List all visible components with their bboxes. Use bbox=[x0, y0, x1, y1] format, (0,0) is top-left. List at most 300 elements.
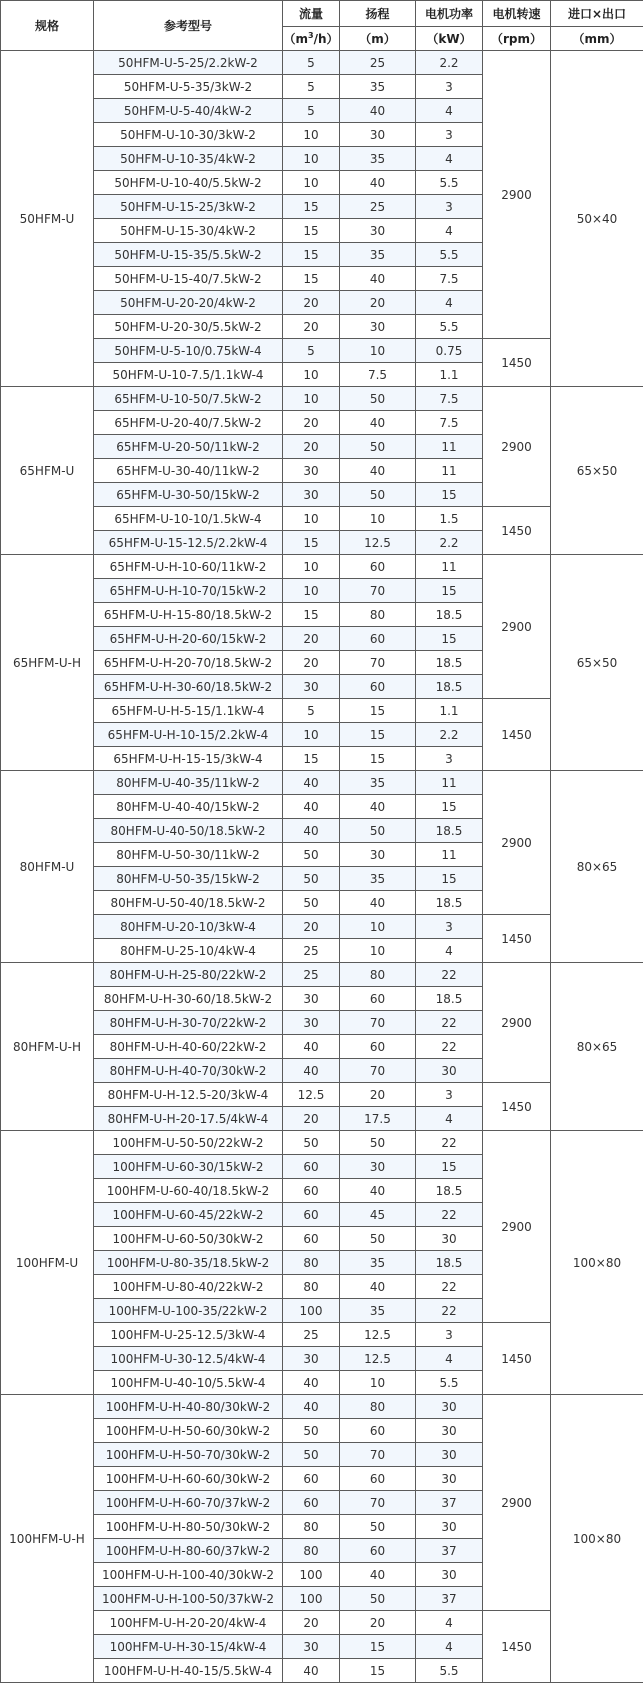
table-body bbox=[1, 51, 643, 1683]
power-cell: 3 bbox=[416, 915, 483, 939]
head-cell: 17.5 bbox=[340, 1107, 416, 1131]
port-cell: 100×80 bbox=[551, 1395, 643, 1683]
power-cell: 2.2 bbox=[416, 531, 483, 555]
series-cell: 50HFM-U bbox=[1, 51, 94, 387]
model-cell: 80HFM-U-H-12.5-20/3kW-4 bbox=[94, 1083, 283, 1107]
flow-cell: 25 bbox=[283, 1323, 340, 1347]
flow-unit-pre: （m bbox=[283, 32, 308, 46]
power-cell: 30 bbox=[416, 1467, 483, 1491]
model-cell: 50HFM-U-20-30/5.5kW-2 bbox=[94, 315, 283, 339]
model-cell: 80HFM-U-25-10/4kW-4 bbox=[94, 939, 283, 963]
port-cell: 80×65 bbox=[551, 963, 643, 1131]
power-cell: 0.75 bbox=[416, 339, 483, 363]
model-cell: 80HFM-U-H-25-80/22kW-2 bbox=[94, 963, 283, 987]
port-cell: 50×40 bbox=[551, 51, 643, 387]
power-cell: 4 bbox=[416, 939, 483, 963]
head-cell: 50 bbox=[340, 1587, 416, 1611]
speed-cell: 2900 bbox=[483, 51, 551, 339]
power-cell: 3 bbox=[416, 195, 483, 219]
power-cell: 2.2 bbox=[416, 723, 483, 747]
power-cell: 5.5 bbox=[416, 243, 483, 267]
model-cell: 100HFM-U-H-40-80/30kW-2 bbox=[94, 1395, 283, 1419]
series-cell: 65HFM-U bbox=[1, 387, 94, 555]
head-cell: 35 bbox=[340, 243, 416, 267]
power-cell: 1.1 bbox=[416, 363, 483, 387]
head-cell: 12.5 bbox=[340, 1323, 416, 1347]
model-cell: 100HFM-U-60-50/30kW-2 bbox=[94, 1227, 283, 1251]
model-cell: 80HFM-U-50-40/18.5kW-2 bbox=[94, 891, 283, 915]
speed-cell: 1450 bbox=[483, 339, 551, 387]
flow-cell: 5 bbox=[283, 699, 340, 723]
model-cell: 50HFM-U-10-30/3kW-2 bbox=[94, 123, 283, 147]
head-cell: 15 bbox=[340, 1659, 416, 1683]
head-cell: 80 bbox=[340, 1395, 416, 1419]
speed-cell: 2900 bbox=[483, 1395, 551, 1611]
series-cell: 100HFM-U bbox=[1, 1131, 94, 1395]
head-cell: 40 bbox=[340, 795, 416, 819]
speed-cell: 2900 bbox=[483, 1131, 551, 1323]
power-cell: 1.1 bbox=[416, 699, 483, 723]
speed-cell: 1450 bbox=[483, 1611, 551, 1683]
head-cell: 35 bbox=[340, 1251, 416, 1275]
power-cell: 37 bbox=[416, 1587, 483, 1611]
model-cell: 100HFM-U-H-100-40/30kW-2 bbox=[94, 1563, 283, 1587]
header-speed-unit: （rpm） bbox=[483, 27, 551, 51]
power-cell: 37 bbox=[416, 1491, 483, 1515]
power-cell: 30 bbox=[416, 1059, 483, 1083]
flow-cell: 80 bbox=[283, 1251, 340, 1275]
head-cell: 45 bbox=[340, 1203, 416, 1227]
model-cell: 50HFM-U-20-20/4kW-2 bbox=[94, 291, 283, 315]
head-cell: 12.5 bbox=[340, 1347, 416, 1371]
flow-cell: 60 bbox=[283, 1491, 340, 1515]
power-cell: 7.5 bbox=[416, 411, 483, 435]
flow-cell: 10 bbox=[283, 147, 340, 171]
head-cell: 60 bbox=[340, 987, 416, 1011]
power-cell: 30 bbox=[416, 1227, 483, 1251]
port-cell: 80×65 bbox=[551, 771, 643, 963]
head-cell: 40 bbox=[340, 267, 416, 291]
flow-cell: 60 bbox=[283, 1467, 340, 1491]
flow-cell: 60 bbox=[283, 1227, 340, 1251]
model-cell: 65HFM-U-10-10/1.5kW-4 bbox=[94, 507, 283, 531]
table-row bbox=[1, 339, 643, 363]
model-cell: 65HFM-U-10-50/7.5kW-2 bbox=[94, 387, 283, 411]
model-cell: 50HFM-U-5-25/2.2kW-2 bbox=[94, 51, 283, 75]
model-cell: 80HFM-U-40-50/18.5kW-2 bbox=[94, 819, 283, 843]
flow-cell: 40 bbox=[283, 1371, 340, 1395]
port-cell: 100×80 bbox=[551, 1131, 643, 1395]
model-cell: 65HFM-U-H-10-70/15kW-2 bbox=[94, 579, 283, 603]
model-cell: 80HFM-U-H-40-70/30kW-2 bbox=[94, 1059, 283, 1083]
table-row bbox=[1, 1395, 643, 1419]
model-cell: 80HFM-U-40-35/11kW-2 bbox=[94, 771, 283, 795]
model-cell: 100HFM-U-H-80-50/30kW-2 bbox=[94, 1515, 283, 1539]
head-cell: 60 bbox=[340, 1419, 416, 1443]
header-power: 电机功率 bbox=[416, 1, 483, 27]
flow-cell: 20 bbox=[283, 627, 340, 651]
model-cell: 100HFM-U-25-12.5/3kW-4 bbox=[94, 1323, 283, 1347]
model-cell: 80HFM-U-20-10/3kW-4 bbox=[94, 915, 283, 939]
flow-cell: 50 bbox=[283, 1419, 340, 1443]
flow-cell: 10 bbox=[283, 171, 340, 195]
model-cell: 50HFM-U-10-7.5/1.1kW-4 bbox=[94, 363, 283, 387]
head-cell: 7.5 bbox=[340, 363, 416, 387]
model-cell: 100HFM-U-H-50-70/30kW-2 bbox=[94, 1443, 283, 1467]
head-cell: 40 bbox=[340, 1275, 416, 1299]
model-cell: 65HFM-U-30-50/15kW-2 bbox=[94, 483, 283, 507]
table-row bbox=[1, 771, 643, 795]
flow-cell: 50 bbox=[283, 867, 340, 891]
flow-cell: 40 bbox=[283, 1035, 340, 1059]
power-cell: 11 bbox=[416, 459, 483, 483]
model-cell: 100HFM-U-100-35/22kW-2 bbox=[94, 1299, 283, 1323]
header-head: 扬程 bbox=[340, 1, 416, 27]
flow-cell: 60 bbox=[283, 1179, 340, 1203]
model-cell: 100HFM-U-30-12.5/4kW-4 bbox=[94, 1347, 283, 1371]
power-cell: 11 bbox=[416, 843, 483, 867]
flow-cell: 5 bbox=[283, 99, 340, 123]
head-cell: 20 bbox=[340, 291, 416, 315]
power-cell: 22 bbox=[416, 1011, 483, 1035]
power-cell: 5.5 bbox=[416, 171, 483, 195]
flow-cell: 80 bbox=[283, 1275, 340, 1299]
head-cell: 50 bbox=[340, 1227, 416, 1251]
head-cell: 25 bbox=[340, 195, 416, 219]
head-cell: 10 bbox=[340, 507, 416, 531]
model-cell: 80HFM-U-H-30-60/18.5kW-2 bbox=[94, 987, 283, 1011]
head-cell: 40 bbox=[340, 171, 416, 195]
head-cell: 70 bbox=[340, 1059, 416, 1083]
flow-cell: 30 bbox=[283, 483, 340, 507]
head-cell: 60 bbox=[340, 627, 416, 651]
head-cell: 30 bbox=[340, 843, 416, 867]
power-cell: 30 bbox=[416, 1563, 483, 1587]
head-cell: 70 bbox=[340, 1443, 416, 1467]
head-cell: 30 bbox=[340, 123, 416, 147]
head-cell: 15 bbox=[340, 1635, 416, 1659]
flow-cell: 80 bbox=[283, 1539, 340, 1563]
head-cell: 60 bbox=[340, 1467, 416, 1491]
power-cell: 15 bbox=[416, 579, 483, 603]
power-cell: 3 bbox=[416, 747, 483, 771]
head-cell: 25 bbox=[340, 51, 416, 75]
power-cell: 18.5 bbox=[416, 819, 483, 843]
flow-cell: 20 bbox=[283, 411, 340, 435]
power-cell: 11 bbox=[416, 555, 483, 579]
power-cell: 18.5 bbox=[416, 675, 483, 699]
port-cell: 65×50 bbox=[551, 555, 643, 771]
head-cell: 40 bbox=[340, 1179, 416, 1203]
flow-cell: 100 bbox=[283, 1563, 340, 1587]
flow-cell: 10 bbox=[283, 723, 340, 747]
header-speed: 电机转速 bbox=[483, 1, 551, 27]
head-cell: 40 bbox=[340, 891, 416, 915]
model-cell: 65HFM-U-20-40/7.5kW-2 bbox=[94, 411, 283, 435]
head-cell: 10 bbox=[340, 939, 416, 963]
flow-cell: 20 bbox=[283, 1107, 340, 1131]
flow-cell: 30 bbox=[283, 1011, 340, 1035]
speed-cell: 1450 bbox=[483, 507, 551, 555]
head-cell: 50 bbox=[340, 1515, 416, 1539]
model-cell: 100HFM-U-60-40/18.5kW-2 bbox=[94, 1179, 283, 1203]
model-cell: 100HFM-U-60-45/22kW-2 bbox=[94, 1203, 283, 1227]
power-cell: 30 bbox=[416, 1515, 483, 1539]
flow-cell: 10 bbox=[283, 507, 340, 531]
model-cell: 100HFM-U-H-50-60/30kW-2 bbox=[94, 1419, 283, 1443]
header-flow-unit bbox=[283, 27, 340, 51]
flow-cell: 25 bbox=[283, 939, 340, 963]
flow-cell: 30 bbox=[283, 1347, 340, 1371]
model-cell: 50HFM-U-10-35/4kW-2 bbox=[94, 147, 283, 171]
series-cell: 80HFM-U-H bbox=[1, 963, 94, 1131]
flow-cell: 50 bbox=[283, 891, 340, 915]
table-row bbox=[1, 1323, 643, 1347]
head-cell: 40 bbox=[340, 1563, 416, 1587]
power-cell: 7.5 bbox=[416, 267, 483, 291]
power-cell: 7.5 bbox=[416, 387, 483, 411]
power-cell: 22 bbox=[416, 1275, 483, 1299]
flow-cell: 15 bbox=[283, 219, 340, 243]
header-port: 进口×出口 bbox=[551, 1, 643, 27]
power-cell: 4 bbox=[416, 147, 483, 171]
head-cell: 30 bbox=[340, 315, 416, 339]
model-cell: 100HFM-U-H-30-15/4kW-4 bbox=[94, 1635, 283, 1659]
table-header bbox=[1, 1, 643, 51]
power-cell: 15 bbox=[416, 483, 483, 507]
flow-cell: 10 bbox=[283, 363, 340, 387]
speed-cell: 2900 bbox=[483, 555, 551, 699]
model-cell: 100HFM-U-H-80-60/37kW-2 bbox=[94, 1539, 283, 1563]
model-cell: 80HFM-U-H-40-60/22kW-2 bbox=[94, 1035, 283, 1059]
model-cell: 80HFM-U-H-30-70/22kW-2 bbox=[94, 1011, 283, 1035]
power-cell: 30 bbox=[416, 1395, 483, 1419]
model-cell: 65HFM-U-H-20-70/18.5kW-2 bbox=[94, 651, 283, 675]
port-cell: 65×50 bbox=[551, 387, 643, 555]
model-cell: 80HFM-U-H-20-17.5/4kW-4 bbox=[94, 1107, 283, 1131]
model-cell: 65HFM-U-15-12.5/2.2kW-4 bbox=[94, 531, 283, 555]
power-cell: 18.5 bbox=[416, 1179, 483, 1203]
power-cell: 18.5 bbox=[416, 987, 483, 1011]
model-cell: 80HFM-U-50-35/15kW-2 bbox=[94, 867, 283, 891]
head-cell: 15 bbox=[340, 747, 416, 771]
model-cell: 65HFM-U-H-5-15/1.1kW-4 bbox=[94, 699, 283, 723]
table-row bbox=[1, 915, 643, 939]
table-row bbox=[1, 1131, 643, 1155]
speed-cell: 2900 bbox=[483, 771, 551, 915]
model-cell: 50HFM-U-15-30/4kW-2 bbox=[94, 219, 283, 243]
header-head-unit: （m） bbox=[340, 27, 416, 51]
model-cell: 100HFM-U-H-20-20/4kW-4 bbox=[94, 1611, 283, 1635]
model-cell: 50HFM-U-5-10/0.75kW-4 bbox=[94, 339, 283, 363]
flow-cell: 10 bbox=[283, 579, 340, 603]
flow-cell: 30 bbox=[283, 675, 340, 699]
head-cell: 70 bbox=[340, 579, 416, 603]
head-cell: 20 bbox=[340, 1083, 416, 1107]
power-cell: 4 bbox=[416, 1635, 483, 1659]
head-cell: 20 bbox=[340, 1611, 416, 1635]
model-cell: 100HFM-U-40-10/5.5kW-4 bbox=[94, 1371, 283, 1395]
head-cell: 60 bbox=[340, 1035, 416, 1059]
model-cell: 65HFM-U-30-40/11kW-2 bbox=[94, 459, 283, 483]
flow-cell: 5 bbox=[283, 51, 340, 75]
flow-cell: 25 bbox=[283, 963, 340, 987]
head-cell: 30 bbox=[340, 1155, 416, 1179]
head-cell: 80 bbox=[340, 603, 416, 627]
model-cell: 65HFM-U-20-50/11kW-2 bbox=[94, 435, 283, 459]
model-cell: 65HFM-U-H-15-80/18.5kW-2 bbox=[94, 603, 283, 627]
head-cell: 35 bbox=[340, 75, 416, 99]
flow-cell: 80 bbox=[283, 1515, 340, 1539]
power-cell: 1.5 bbox=[416, 507, 483, 531]
power-cell: 4 bbox=[416, 291, 483, 315]
power-cell: 18.5 bbox=[416, 891, 483, 915]
flow-cell: 15 bbox=[283, 531, 340, 555]
head-cell: 60 bbox=[340, 555, 416, 579]
head-cell: 70 bbox=[340, 651, 416, 675]
flow-cell: 40 bbox=[283, 771, 340, 795]
flow-cell: 15 bbox=[283, 603, 340, 627]
header-power-unit: （kW） bbox=[416, 27, 483, 51]
table-row bbox=[1, 555, 643, 579]
model-cell: 100HFM-U-50-50/22kW-2 bbox=[94, 1131, 283, 1155]
power-cell: 5.5 bbox=[416, 1659, 483, 1683]
flow-cell: 30 bbox=[283, 987, 340, 1011]
power-cell: 18.5 bbox=[416, 603, 483, 627]
power-cell: 4 bbox=[416, 1347, 483, 1371]
model-cell: 50HFM-U-15-25/3kW-2 bbox=[94, 195, 283, 219]
power-cell: 22 bbox=[416, 1203, 483, 1227]
flow-cell: 10 bbox=[283, 555, 340, 579]
flow-cell: 30 bbox=[283, 459, 340, 483]
model-cell: 80HFM-U-50-30/11kW-2 bbox=[94, 843, 283, 867]
flow-cell: 15 bbox=[283, 267, 340, 291]
speed-cell: 1450 bbox=[483, 1083, 551, 1131]
table-row bbox=[1, 51, 643, 75]
model-cell: 100HFM-U-80-35/18.5kW-2 bbox=[94, 1251, 283, 1275]
power-cell: 5.5 bbox=[416, 315, 483, 339]
flow-cell: 5 bbox=[283, 339, 340, 363]
power-cell: 3 bbox=[416, 1083, 483, 1107]
power-cell: 15 bbox=[416, 867, 483, 891]
model-cell: 50HFM-U-5-35/3kW-2 bbox=[94, 75, 283, 99]
speed-cell: 2900 bbox=[483, 387, 551, 507]
flow-cell: 30 bbox=[283, 1635, 340, 1659]
flow-cell: 40 bbox=[283, 1395, 340, 1419]
power-cell: 3 bbox=[416, 123, 483, 147]
flow-cell: 60 bbox=[283, 1203, 340, 1227]
head-cell: 15 bbox=[340, 723, 416, 747]
model-cell: 100HFM-U-H-60-70/37kW-2 bbox=[94, 1491, 283, 1515]
head-cell: 35 bbox=[340, 867, 416, 891]
flow-cell: 20 bbox=[283, 915, 340, 939]
header-port-unit: （mm） bbox=[551, 27, 643, 51]
flow-cell: 15 bbox=[283, 243, 340, 267]
head-cell: 10 bbox=[340, 1371, 416, 1395]
header-model: 参考型号 bbox=[94, 1, 283, 51]
header-spec: 规格 bbox=[1, 1, 94, 51]
head-cell: 40 bbox=[340, 459, 416, 483]
head-cell: 50 bbox=[340, 1131, 416, 1155]
head-cell: 15 bbox=[340, 699, 416, 723]
power-cell: 22 bbox=[416, 1299, 483, 1323]
table-row bbox=[1, 387, 643, 411]
power-cell: 5.5 bbox=[416, 1371, 483, 1395]
power-cell: 37 bbox=[416, 1539, 483, 1563]
head-cell: 60 bbox=[340, 675, 416, 699]
power-cell: 4 bbox=[416, 1611, 483, 1635]
speed-cell: 1450 bbox=[483, 699, 551, 771]
head-cell: 10 bbox=[340, 339, 416, 363]
flow-cell: 12.5 bbox=[283, 1083, 340, 1107]
head-cell: 12.5 bbox=[340, 531, 416, 555]
flow-cell: 10 bbox=[283, 387, 340, 411]
model-cell: 100HFM-U-H-40-15/5.5kW-4 bbox=[94, 1659, 283, 1683]
flow-cell: 20 bbox=[283, 291, 340, 315]
head-cell: 70 bbox=[340, 1491, 416, 1515]
flow-cell: 20 bbox=[283, 651, 340, 675]
head-cell: 50 bbox=[340, 387, 416, 411]
power-cell: 15 bbox=[416, 1155, 483, 1179]
power-cell: 2.2 bbox=[416, 51, 483, 75]
head-cell: 70 bbox=[340, 1011, 416, 1035]
model-cell: 50HFM-U-10-40/5.5kW-2 bbox=[94, 171, 283, 195]
head-cell: 50 bbox=[340, 483, 416, 507]
head-cell: 40 bbox=[340, 411, 416, 435]
flow-unit-post: /h） bbox=[314, 32, 339, 46]
power-cell: 30 bbox=[416, 1443, 483, 1467]
head-cell: 40 bbox=[340, 99, 416, 123]
flow-cell: 40 bbox=[283, 1659, 340, 1683]
model-cell: 100HFM-U-80-40/22kW-2 bbox=[94, 1275, 283, 1299]
flow-cell: 60 bbox=[283, 1155, 340, 1179]
flow-cell: 40 bbox=[283, 819, 340, 843]
flow-cell: 50 bbox=[283, 1131, 340, 1155]
head-cell: 50 bbox=[340, 435, 416, 459]
header-flow: 流量 bbox=[283, 1, 340, 27]
table-row bbox=[1, 1083, 643, 1107]
table-row bbox=[1, 1611, 643, 1635]
flow-cell: 5 bbox=[283, 75, 340, 99]
speed-cell: 1450 bbox=[483, 1323, 551, 1395]
model-cell: 65HFM-U-H-10-15/2.2kW-4 bbox=[94, 723, 283, 747]
table-row bbox=[1, 699, 643, 723]
flow-unit-sup: 3 bbox=[308, 31, 314, 40]
head-cell: 35 bbox=[340, 1299, 416, 1323]
flow-cell: 50 bbox=[283, 843, 340, 867]
flow-cell: 100 bbox=[283, 1587, 340, 1611]
model-cell: 65HFM-U-H-10-60/11kW-2 bbox=[94, 555, 283, 579]
power-cell: 15 bbox=[416, 795, 483, 819]
model-cell: 65HFM-U-H-15-15/3kW-4 bbox=[94, 747, 283, 771]
model-cell: 100HFM-U-H-60-60/30kW-2 bbox=[94, 1467, 283, 1491]
flow-cell: 100 bbox=[283, 1299, 340, 1323]
power-cell: 15 bbox=[416, 627, 483, 651]
power-cell: 11 bbox=[416, 435, 483, 459]
series-cell: 65HFM-U-H bbox=[1, 555, 94, 771]
power-cell: 4 bbox=[416, 99, 483, 123]
head-cell: 35 bbox=[340, 147, 416, 171]
flow-cell: 15 bbox=[283, 747, 340, 771]
model-cell: 80HFM-U-40-40/15kW-2 bbox=[94, 795, 283, 819]
flow-cell: 20 bbox=[283, 1611, 340, 1635]
power-cell: 18.5 bbox=[416, 651, 483, 675]
power-cell: 11 bbox=[416, 771, 483, 795]
table-row bbox=[1, 963, 643, 987]
model-cell: 50HFM-U-15-35/5.5kW-2 bbox=[94, 243, 283, 267]
flow-cell: 15 bbox=[283, 195, 340, 219]
flow-cell: 40 bbox=[283, 1059, 340, 1083]
